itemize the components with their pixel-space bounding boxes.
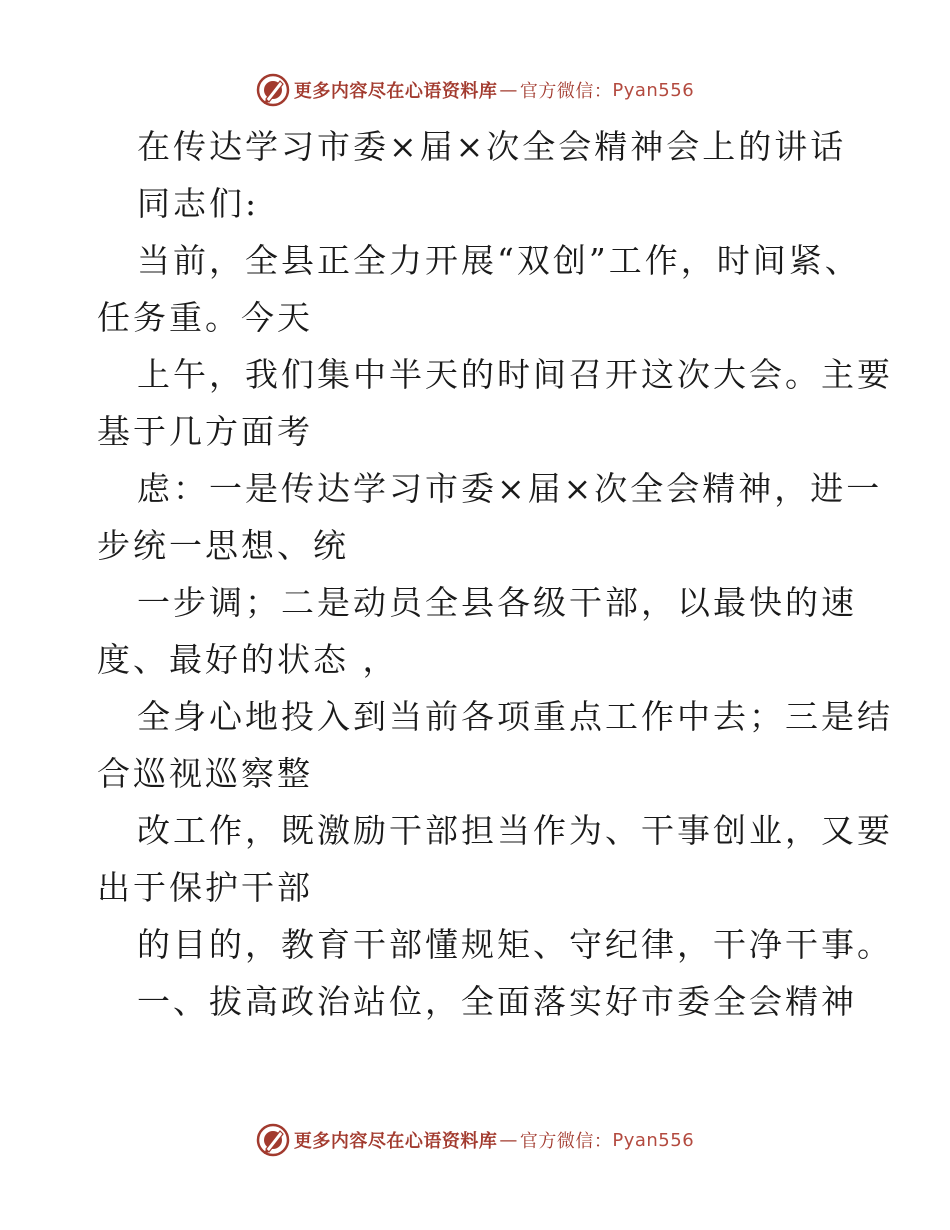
watermark-label: 官方微信：	[519, 1131, 613, 1152]
watermark-handle: Pyan556	[612, 1129, 695, 1151]
text-line: 当前，全县正全力开展“双创”工作，时间紧、	[137, 241, 861, 280]
text-line: 基于几方面考	[97, 412, 313, 451]
text-line: 步统一思想、统	[97, 526, 349, 565]
watermark-brand: 更多内容尽在心语资料库	[293, 81, 498, 102]
salutation: 同志们:	[137, 184, 260, 223]
document-title: 在传达学习市委×届×次全会精神会上的讲话	[137, 127, 847, 166]
document-body	[97, 118, 893, 1030]
text-line: 出于保护干部	[97, 868, 313, 907]
text-line: 合巡视巡察整	[97, 754, 313, 793]
text-line: 改工作，既激励干部担当作为、干事创业，又要	[137, 811, 893, 850]
footer-watermark	[0, 1120, 950, 1160]
text-line: 度、最好的状态 ，	[97, 640, 399, 679]
watermark-brand: 更多内容尽在心语资料库	[293, 1131, 498, 1152]
section-heading: 一、拔高政治站位，全面落实好市委全会精神	[137, 982, 857, 1021]
pen-logo-icon	[256, 1123, 290, 1157]
text-line: 一步调；二是动员全县各级干部，以最快的速	[137, 583, 857, 622]
watermark-separator: —	[499, 79, 518, 101]
watermark-label: 官方微信：	[519, 81, 613, 102]
header-watermark	[0, 70, 950, 110]
watermark-handle: Pyan556	[612, 79, 695, 101]
text-line: 上午，我们集中半天的时间召开这次大会。主要	[137, 355, 893, 394]
text-line: 任务重。今天	[97, 298, 313, 337]
text-line: 全身心地投入到当前各项重点工作中去；三是结	[137, 697, 893, 736]
watermark-separator: —	[499, 1129, 518, 1151]
text-line: 虑：一是传达学习市委×届×次全会精神，进一	[137, 469, 883, 508]
text-line: 的目的，教育干部懂规矩、守纪律，干净干事。	[137, 925, 893, 964]
pen-logo-icon	[256, 73, 290, 107]
